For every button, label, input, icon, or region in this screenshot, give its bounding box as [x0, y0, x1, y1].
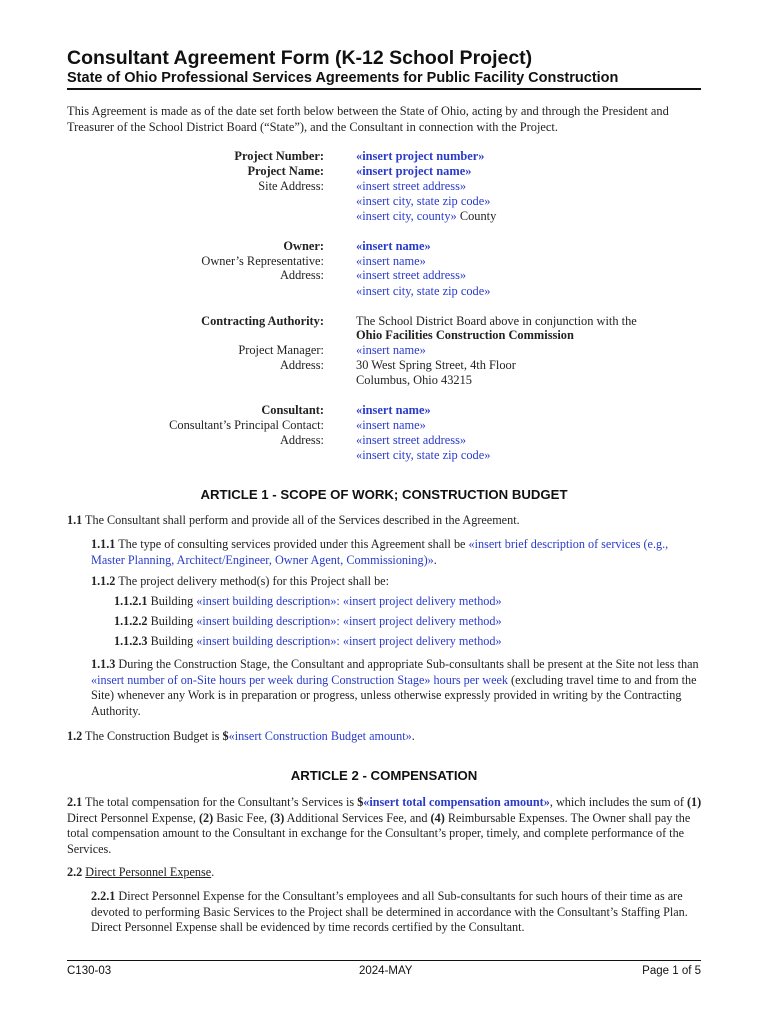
- building-delivery-field[interactable]: «insert building description»: «insert project delivery method»: [196, 614, 502, 628]
- building-delivery-field[interactable]: «insert building description»: «insert project delivery method»: [196, 634, 502, 648]
- section-number: 1.1.2.2: [114, 614, 148, 628]
- page-title: Consultant Agreement Form (K-12 School Project): [67, 47, 533, 69]
- consultant-name-field[interactable]: «insert name»: [356, 403, 431, 417]
- owner-city-zip-field[interactable]: «insert city, state zip code»: [356, 284, 491, 298]
- section-text: The project delivery method(s) for this Project shall be:: [115, 574, 389, 588]
- consultant-address-label: Address:: [279, 433, 324, 447]
- section-number: 2.1: [67, 795, 83, 809]
- section-number: 1.1.3: [91, 657, 116, 671]
- site-county-line: [356, 209, 496, 224]
- section-1-2: [67, 729, 707, 745]
- section-2-1: [67, 795, 703, 857]
- section-text: The total compensation for the Consultant’s Services is: [82, 795, 358, 809]
- item-number: (1): [686, 795, 702, 809]
- site-address-label: Site Address:: [258, 179, 324, 193]
- building-word: Building: [147, 594, 197, 608]
- item-number: (3): [270, 810, 285, 825]
- building-delivery-field[interactable]: «insert building description»: «insert project delivery method»: [196, 594, 502, 608]
- item-text: Basic Fee,: [213, 810, 271, 825]
- county-suffix: County: [456, 209, 497, 223]
- section-1-1-2-1: [114, 594, 704, 610]
- owner-name-field[interactable]: «insert name»: [356, 239, 431, 253]
- section-number: 1.1.1: [91, 537, 116, 551]
- site-county-field[interactable]: «insert city, county»: [356, 209, 457, 223]
- section-title: Direct Personnel Expense: [85, 865, 212, 879]
- contracting-line1: The School District Board above in conjunction with the: [356, 314, 637, 328]
- contracting-authority-label: Contracting Authority:: [201, 314, 324, 328]
- project-number-field[interactable]: «insert project number»: [356, 149, 485, 163]
- intro-paragraph: This Agreement is made as of the date set forth below between the State of Ohio, acting by and through the President and Treasurer of the School District Board (“State”), and the Consultant in connection with the Project.: [67, 104, 669, 134]
- consultant-contact-field[interactable]: «insert name»: [356, 418, 426, 432]
- section-text-end: (excluding travel time to and from the Site) whenever any Work is in preparation or progress, unless otherwise expressly provided in writing by the Contracting Authority.: [91, 672, 697, 718]
- contracting-street: 30 West Spring Street, 4th Floor: [356, 358, 516, 372]
- page-subtitle: State of Ohio Professional Services Agreements for Public Facility Construction: [67, 70, 619, 86]
- section-number: 1.2: [67, 729, 83, 743]
- section-1-1-2: [91, 574, 705, 590]
- section-number: 1.1: [67, 513, 83, 527]
- consultant-label: Consultant:: [261, 403, 324, 417]
- site-city-zip-field[interactable]: «insert city, state zip code»: [356, 194, 491, 208]
- consultant-contact-label: Consultant’s Principal Contact:: [169, 418, 324, 432]
- project-manager-field[interactable]: «insert name»: [356, 343, 426, 357]
- building-word: Building: [147, 634, 197, 648]
- section-text-end: .: [433, 552, 437, 567]
- owner-rep-field[interactable]: «insert name»: [356, 254, 426, 268]
- section-number: 1.1.2.3: [114, 634, 148, 648]
- footer-form-code: C130-03: [67, 965, 112, 977]
- section-text: The Consultant shall perform and provide all of the Services described in the Agreement.: [82, 513, 520, 527]
- section-number: 1.1.2: [91, 574, 116, 588]
- consultant-street-field[interactable]: «insert street address»: [356, 433, 467, 447]
- section-1-1-1: [91, 537, 705, 568]
- section-text-end: .: [411, 729, 415, 743]
- contracting-address-label: Address:: [279, 358, 324, 372]
- item-number: (2): [199, 810, 214, 825]
- building-word: Building: [147, 614, 197, 628]
- onsite-hours-field[interactable]: «insert number of on-Site hours per week during Construction Stage» hours per week: [91, 672, 508, 687]
- total-compensation-field[interactable]: «insert total compensation amount»: [363, 795, 550, 809]
- section-number: 2.2: [67, 865, 83, 879]
- section-text-end: .: [211, 865, 215, 879]
- contracting-line2: Ohio Facilities Construction Commission: [356, 328, 574, 342]
- section-2-2-1: [91, 889, 705, 936]
- footer-date: 2024-MAY: [359, 965, 413, 977]
- section-1-1: [67, 513, 707, 529]
- article-1-heading: ARTICLE 1 - SCOPE OF WORK; CONSTRUCTION BUDGET: [200, 487, 568, 502]
- section-number: 2.2.1: [91, 889, 116, 903]
- site-street-field[interactable]: «insert street address»: [356, 179, 467, 193]
- section-1-1-3: [91, 657, 703, 719]
- item-text: Additional Services Fee, and: [284, 810, 431, 825]
- owner-address-label: Address:: [279, 268, 324, 282]
- article-2-heading: ARTICLE 2 - COMPENSATION: [290, 768, 478, 783]
- dollar-sign: $: [222, 729, 229, 743]
- item-text: Reimbursable Expenses. The Owner shall pay the total compensation amount to the Consultant in exchange for the Consultant’s proper, timely, and complete performance of the Services.: [67, 810, 691, 856]
- item-text: Direct Personnel Expense,: [67, 810, 199, 825]
- section-number: 1.1.2.1: [114, 594, 148, 608]
- owner-label: Owner:: [283, 239, 324, 253]
- construction-budget-field[interactable]: «insert Construction Budget amount»: [228, 729, 412, 743]
- footer-page-number: Page 1 of 5: [642, 965, 701, 977]
- section-text: The Construction Budget is: [82, 729, 223, 743]
- project-name-field[interactable]: «insert project name»: [356, 164, 472, 178]
- item-number: (4): [430, 810, 445, 825]
- project-manager-label: Project Manager:: [238, 343, 324, 357]
- dollar-sign: $: [357, 795, 364, 809]
- consultant-city-zip-field[interactable]: «insert city, state zip code»: [356, 448, 491, 462]
- project-name-label: Project Name:: [247, 164, 324, 178]
- section-text: The type of consulting services provided under this Agreement shall be: [115, 537, 469, 551]
- header-rule: [67, 88, 701, 90]
- section-text: , which includes the sum of: [549, 795, 687, 809]
- project-number-label: Project Number:: [234, 149, 324, 163]
- footer-rule: [67, 960, 701, 961]
- section-2-2: [67, 865, 707, 881]
- section-text: During the Construction Stage, the Consultant and appropriate Sub-consultants shall be present at the Site not less than: [115, 657, 699, 671]
- section-text: Direct Personnel Expense for the Consultant’s employees and all Sub-consultants for such hours of their time as are devoted to performing Basic Services to the Project shall be determined in accordance with the Consultant’s Staffing Plan. Direct Personnel Expense shall be evidenced by time records certified by the Consultant.: [91, 889, 688, 934]
- services-description-field[interactable]: «insert brief description of services (e.g., Master Planning, Architect/Engineer, Owner Agent, Commissioning)»: [91, 537, 669, 567]
- owner-rep-label: Owner’s Representative:: [201, 254, 324, 268]
- section-1-1-2-3: [114, 634, 704, 650]
- section-1-1-2-2: [114, 614, 704, 630]
- contracting-city: Columbus, Ohio 43215: [356, 373, 472, 387]
- owner-street-field[interactable]: «insert street address»: [356, 268, 467, 282]
